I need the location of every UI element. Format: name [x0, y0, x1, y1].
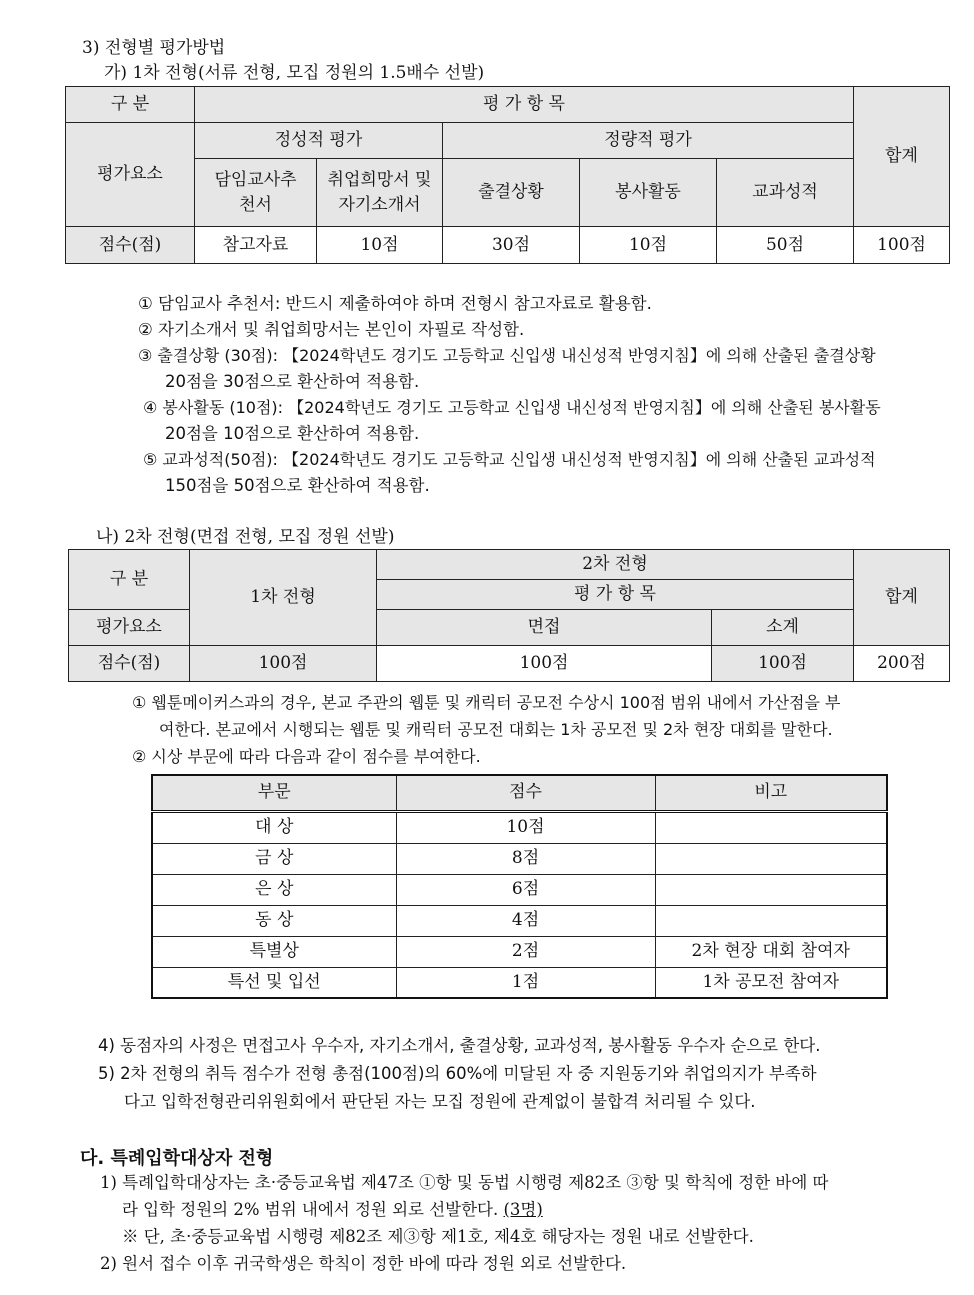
rule-text: 라 입학 정원의 2% 범위 내에서 정원 외로 선발한다.	[122, 1200, 499, 1219]
table-header-cell: 면접	[377, 610, 712, 646]
note-item: ① 담임교사 추천서: 반드시 제출하여야 하며 전형시 참고자료로 활용함.	[138, 294, 652, 313]
table-cell: 50점	[717, 227, 854, 264]
note-item: 여한다. 본교에서 시행되는 웹툰 및 캐릭터 공모전 대회는 1차 공모전 및 2차 현장 대회를 말한다.	[159, 720, 833, 739]
quota-count: (3명)	[503, 1200, 543, 1219]
table-header-cell: 평 가 항 목	[195, 87, 854, 123]
table-header-cell: 구 분	[69, 550, 190, 610]
table-header-cell: 합계	[854, 550, 950, 646]
table-row-label: 점수(점)	[66, 227, 195, 264]
table-cell: 100점	[190, 646, 377, 682]
subsection-title: 가) 1차 전형(서류 전형, 모집 정원의 1.5배수 선발)	[104, 63, 485, 83]
rule-item: 4) 동점자의 사정은 면접고사 우수자, 자기소개서, 출결상황, 교과성적, 봉사활동 우수자 순으로 한다.	[98, 1036, 821, 1055]
table-cell: 참고자료	[195, 227, 317, 264]
table-cell: 동 상	[152, 905, 396, 936]
table-header-cell: 정성적 평가	[195, 123, 443, 159]
table-cell: 10점	[580, 227, 717, 264]
note-item: ⑤ 교과성적(50점): 【2024학년도 경기도 고등학교 신입생 내신성적 반영지침】에 의해 산출된 교과성적	[143, 450, 876, 469]
table-header-cell: 담임교사추천서	[195, 159, 317, 227]
table-header-cell: 점수	[396, 775, 655, 811]
second-round-table	[68, 549, 950, 682]
note-item: 150점을 50점으로 환산하여 적용함.	[165, 476, 430, 495]
table-header-cell: 평가요소	[66, 123, 195, 227]
table-cell: 6점	[396, 874, 655, 905]
table-header-cell: 2차 전형	[377, 550, 854, 580]
table-header-cell: 평 가 항 목	[377, 580, 854, 610]
rule-item: 다고 입학전형관리위원회에서 판단된 자는 모집 정원에 관계없이 불합격 처리될 수 있다.	[124, 1092, 756, 1111]
table-cell: 100점	[377, 646, 712, 682]
note-item: ④ 봉사활동 (10점): 【2024학년도 경기도 고등학교 신입생 내신성적 반영지침】에 의해 산출된 봉사활동	[143, 398, 881, 417]
award-points-table	[151, 774, 888, 999]
table-cell: 100점	[712, 646, 854, 682]
table-cell: 200점	[854, 646, 950, 682]
rule-item: 1) 특례입학대상자는 초·중등교육법 제47조 ①항 및 동법 시행령 제82조 ③항 및 학칙에 정한 바에 따	[100, 1173, 829, 1192]
table-header-cell: 1차 전형	[190, 550, 377, 646]
note-item: ② 자기소개서 및 취업희망서는 본인이 자필로 작성함.	[138, 320, 525, 339]
table-cell: 4점	[396, 905, 655, 936]
note-item: ② 시상 부문에 따라 다음과 같이 점수를 부여한다.	[132, 747, 481, 766]
table-cell: 10점	[396, 811, 655, 843]
table-cell: 특선 및 입선	[152, 967, 396, 998]
table-header-cell: 구 분	[66, 87, 195, 123]
rule-item: 2) 원서 접수 이후 귀국학생은 학칙이 정한 바에 따라 정원 외로 선발한다.	[100, 1254, 627, 1273]
table-cell: 특별상	[152, 936, 396, 967]
table-cell: 2점	[396, 936, 655, 967]
table-cell: 30점	[443, 227, 580, 264]
table-header-cell: 출결상황	[443, 159, 580, 227]
rule-note: ※ 단, 초·중등교육법 시행령 제82조 제③항 제1호, 제4호 해당자는 정원 내로 선발한다.	[122, 1227, 754, 1246]
table-header-cell: 부문	[152, 775, 396, 811]
table-cell: 1점	[396, 967, 655, 998]
table-header-cell: 합계	[854, 87, 950, 227]
subsection-title: 나) 2차 전형(면접 전형, 모집 정원 선발)	[96, 527, 395, 547]
table-cell: 대 상	[152, 811, 396, 843]
table-cell	[655, 843, 887, 874]
rule-item: 5) 2차 전형의 취득 점수가 전형 총점(100점)의 60%에 미달된 자 중 지원동기와 취업의지가 부족하	[98, 1064, 817, 1083]
note-item: ① 웹툰메이커스과의 경우, 본교 주관의 웹툰 및 캐릭터 공모전 수상시 100점 범위 내에서 가산점을 부	[132, 693, 841, 712]
table-cell: 100점	[854, 227, 950, 264]
note-item: 20점을 30점으로 환산하여 적용함.	[165, 372, 420, 391]
table-header-cell: 봉사활동	[580, 159, 717, 227]
table-header-cell: 평가요소	[69, 610, 190, 646]
table-cell: 2차 현장 대회 참여자	[655, 936, 887, 967]
note-item: ③ 출결상황 (30점): 【2024학년도 경기도 고등학교 신입생 내신성적 반영지침】에 의해 산출된 출결상황	[138, 346, 876, 365]
table-cell	[655, 905, 887, 936]
note-item: 20점을 10점으로 환산하여 적용함.	[165, 424, 420, 443]
table-cell: 금 상	[152, 843, 396, 874]
table-cell	[655, 874, 887, 905]
table-cell: 8점	[396, 843, 655, 874]
table-header-cell: 정량적 평가	[443, 123, 854, 159]
section-heading: 다. 특례입학대상자 전형	[80, 1148, 274, 1169]
table-cell: 은 상	[152, 874, 396, 905]
section-heading: 3) 전형별 평가방법	[82, 38, 226, 58]
table-header-cell: 취업희망서 및 자기소개서	[317, 159, 443, 227]
table-row-label: 점수(점)	[69, 646, 190, 682]
table-cell: 1차 공모전 참여자	[655, 967, 887, 998]
table-cell: 10점	[317, 227, 443, 264]
table-header-cell: 비고	[655, 775, 887, 811]
table-cell	[655, 811, 887, 843]
rule-item	[122, 1197, 543, 1223]
table-header-cell: 교과성적	[717, 159, 854, 227]
table-header-cell: 소계	[712, 610, 854, 646]
first-round-table	[65, 86, 950, 264]
